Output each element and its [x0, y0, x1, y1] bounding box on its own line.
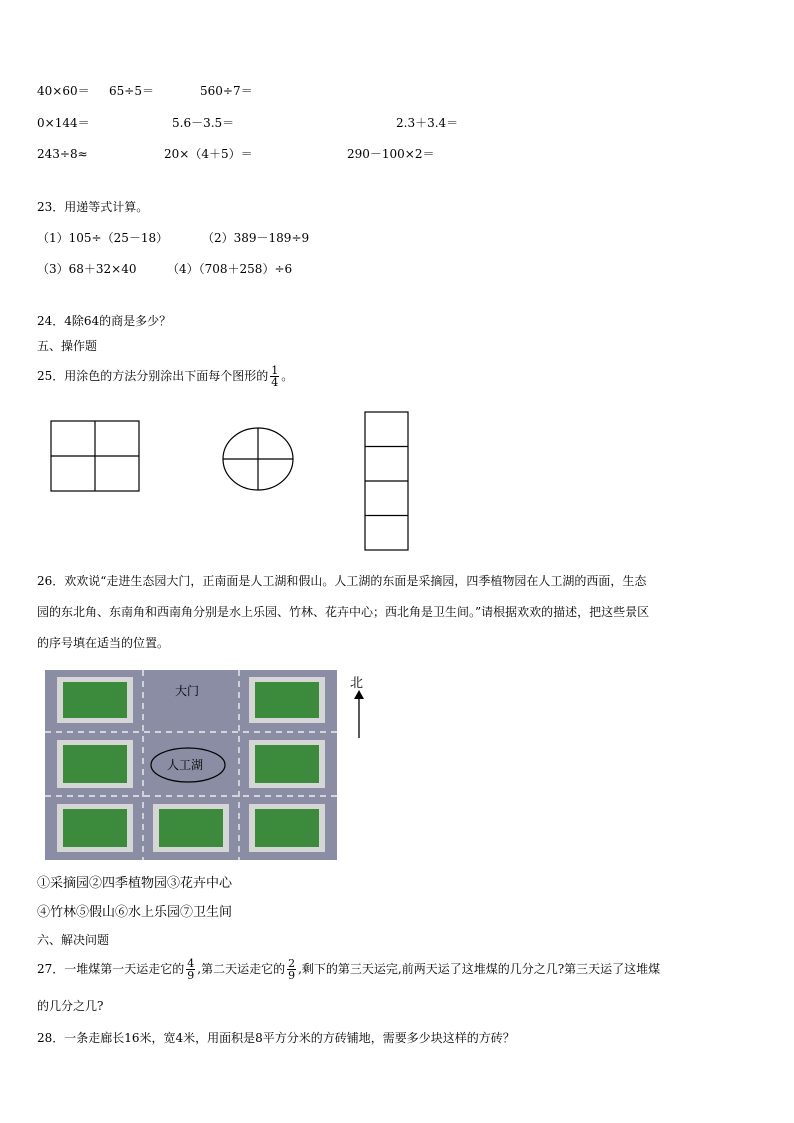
calc-1-2: 65÷5＝	[109, 84, 154, 98]
q25-text	[37, 362, 293, 390]
calc-3-1: 243÷8≈	[37, 147, 88, 161]
section-6-title: 六、解决问题	[37, 933, 110, 947]
circle-shape	[221, 426, 295, 492]
q23-item-4: （4）（708＋258）÷6	[167, 262, 293, 276]
calc-2-1: 0×144＝	[37, 116, 90, 130]
q27-fraction-1	[186, 958, 195, 981]
q26-line-1: 26．欢欢说“走进生态园大门，正南面是人工湖和假山。人工湖的东面是采摘园，四季植物园在人工湖的西面，生态	[37, 574, 647, 588]
lake-label: 人工湖	[167, 758, 204, 772]
q27-line-1	[37, 952, 660, 986]
q24-text: 24．4除64的商是多少？	[37, 314, 172, 328]
calc-1-1: 40×60＝	[37, 84, 90, 98]
q23-title: 23．用递等式计算。	[37, 200, 149, 214]
q27-part-a: 27．一堆煤第一天运走它的	[37, 962, 185, 976]
q27-fraction-2	[287, 958, 296, 981]
q27-part-b: ,第二天运走它的	[197, 962, 286, 976]
section-5-title: 五、操作题	[37, 339, 98, 353]
q27-fraction-2-num: 2	[288, 956, 296, 970]
q23-item-3: （3）68＋32×40	[37, 262, 137, 276]
q27-line-2: 的几分之几?	[37, 999, 104, 1013]
legend-row-1: ①采摘园②四季植物园③花卉中心	[37, 876, 233, 891]
q27-part-c: ,剩下的第三天运完,前两天运了这堆煤的几分之几?第三天运了这堆煤	[298, 962, 661, 976]
q23-item-2: （2）389－189÷9	[202, 231, 310, 245]
legend-row-2: ④竹林⑤假山⑥水上乐园⑦卫生间	[37, 905, 233, 920]
q26-line-3: 的序号填在适当的位置。	[37, 636, 170, 650]
column-shape	[364, 411, 410, 553]
q25-tail: 。	[281, 369, 294, 383]
q27-fraction-1-den: 9	[187, 968, 195, 982]
calc-1-3: 560÷7＝	[200, 84, 253, 98]
q27-fraction-1-num: 4	[187, 956, 195, 970]
north-arrow-icon	[354, 690, 364, 740]
park-map	[45, 670, 337, 860]
gate-label: 大门	[175, 684, 200, 698]
calc-3-2: 20×（4＋5）＝	[164, 147, 253, 161]
q27-fraction-2-den: 9	[288, 968, 296, 982]
calc-3-3: 290－100×2＝	[347, 147, 435, 161]
q26-line-2: 园的东北角、东南角和西南角分别是水上乐园、竹林、花卉中心；西北角是卫生间。”请根据欢欢的描述，把这些景区	[37, 605, 650, 619]
q25-stem: 25．用涂色的方法分别涂出下面每个图形的	[37, 369, 269, 383]
q23-item-1: （1）105÷（25－18）	[37, 231, 169, 245]
q25-fraction-den: 4	[271, 375, 279, 389]
north-label: 北	[350, 676, 364, 691]
q25-fraction-num: 1	[271, 363, 279, 377]
calc-2-2: 5.6－3.5＝	[172, 116, 235, 130]
q25-fraction	[270, 365, 279, 388]
q28-text: 28．一条走廊长16米，宽4米，用面积是8平方分米的方砖铺地，需要多少块这样的方砖？	[37, 1031, 515, 1045]
square-shape	[50, 420, 142, 494]
calc-2-3: 2.3＋3.4＝	[396, 116, 459, 130]
